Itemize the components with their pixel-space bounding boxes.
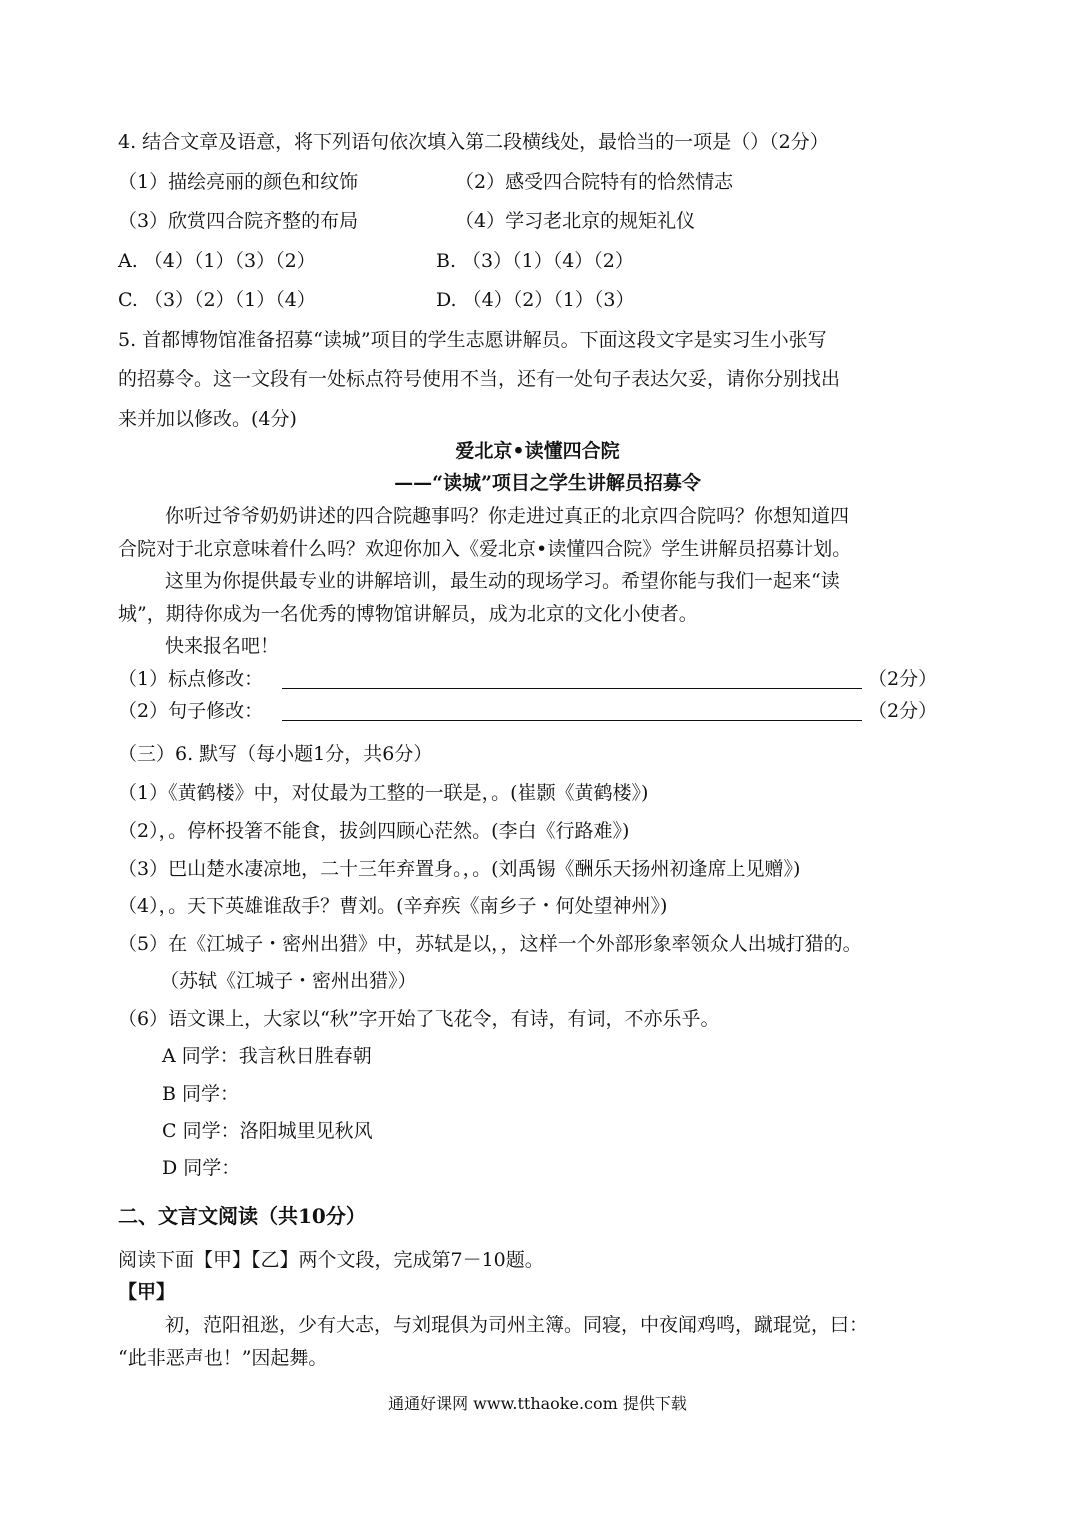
q6-line: （3）巴山楚水凄凉地，二十三年弃置身。，。(刘禹锡《酬乐天扬州初逢席上见赠》) <box>118 858 801 880</box>
q4-item-4: （4）学习老北京的规矩礼仪 <box>455 210 696 232</box>
q6-line: A 同学：我言秋日胜春朝 <box>162 1045 372 1067</box>
answer2-score: （2分） <box>868 700 938 722</box>
q4-option-c: C. （3）（2）（1）（4） <box>118 289 316 311</box>
notice-title: 爱北京•读懂四合院 <box>455 440 620 462</box>
q6-line: C 同学：洛阳城里见秋风 <box>162 1120 373 1142</box>
q4-option-d: D. （4）（2）（1）（3） <box>436 289 635 311</box>
q6-line: B 同学： <box>162 1083 240 1105</box>
jia-label: 【甲】 <box>118 1281 176 1303</box>
q5-stem-line: 5. 首都博物馆准备招募“读城”项目的学生志愿讲解员。下面这段文字是实习生小张写 <box>118 329 827 351</box>
q6-line: （4），。天下英雄谁敌手？曹刘。(辛弃疾《南乡子・何处望神州》) <box>118 895 668 917</box>
q6-line: （2），。停杯投箸不能食，拔剑四顾心茫然。(李白《行路难》) <box>118 820 630 842</box>
q4-stem: 4. 结合文章及语意，将下列语句依次填入第二段横线处，最恰当的一项是（）（2分） <box>118 131 829 153</box>
q5-stem-line: 来并加以修改。(4分) <box>118 408 297 430</box>
q5-stem-line: 的招募令。这一文段有一处标点符号使用不当，还有一处句子表达欠妥，请你分别找出 <box>118 368 841 390</box>
q6-line: （5）在《江城子・密州出猎》中，苏轼是以，，这样一个外部形象率领众人出城打猎的。 <box>118 933 862 955</box>
answer1-score: （2分） <box>868 668 938 690</box>
q6-line: （苏轼《江城子・密州出猎》） <box>160 970 417 992</box>
q4-item-1: （1）描绘亮丽的颜色和纹饰 <box>118 171 359 193</box>
notice-body-line: 这里为你提供最专业的讲解培训，最生动的现场学习。希望你能与我们一起来“读 <box>165 570 840 592</box>
q4-option-b: B. （3）（1）（4）（2） <box>436 250 634 272</box>
answer2-blank[interactable] <box>282 720 862 721</box>
notice-body-line: 快来报名吧！ <box>165 635 280 657</box>
notice-body-line: 城”，期待你成为一名优秀的博物馆讲解员，成为北京的文化小使者。 <box>118 603 698 625</box>
q4-item-3: （3）欣赏四合院齐整的布局 <box>118 210 359 232</box>
notice-body-line: 你听过爷爷奶奶讲述的四合院趣事吗？你走进过真正的北京四合院吗？你想知道四 <box>165 505 850 527</box>
q4-item-2: （2）感受四合院特有的恰然情志 <box>455 171 734 193</box>
section2-heading: 二、文言文阅读（共10分） <box>118 1204 366 1228</box>
q6-heading: （三）6. 默写（每小题1分，共6分） <box>118 743 433 765</box>
page-footer: 通通好课网 www.tthaoke.com 提供下载 <box>388 1394 687 1413</box>
q6-line: （6）语文课上，大家以“秋”字开始了飞花令，有诗，有词，不亦乐乎。 <box>118 1008 720 1030</box>
jia-text-line: “此非恶声也！”因起舞。 <box>118 1347 328 1369</box>
answer1-label: （1）标点修改： <box>118 668 264 690</box>
notice-body-line: 合院对于北京意味着什么吗？欢迎你加入《爱北京•读懂四合院》学生讲解员招募计划。 <box>118 538 852 560</box>
q6-line: （1）《黄鹤楼》中，对仗最为工整的一联是，。(崔颢《黄鹤楼》) <box>118 782 649 804</box>
answer1-blank[interactable] <box>282 688 862 689</box>
jia-text-line: 初，范阳祖逖，少有大志，与刘琨俱为司州主簿。同寝，中夜闻鸡鸣，蹴琨觉，曰： <box>165 1314 869 1336</box>
q4-option-a: A. （4）（1）（3）（2） <box>118 250 316 272</box>
q6-line: D 同学： <box>162 1157 241 1179</box>
answer2-label: （2）句子修改： <box>118 700 264 722</box>
notice-subtitle: ——“读城”项目之学生讲解员招募令 <box>394 472 701 494</box>
section2-instruction: 阅读下面【甲】【乙】两个文段，完成第7－10题。 <box>118 1249 544 1271</box>
